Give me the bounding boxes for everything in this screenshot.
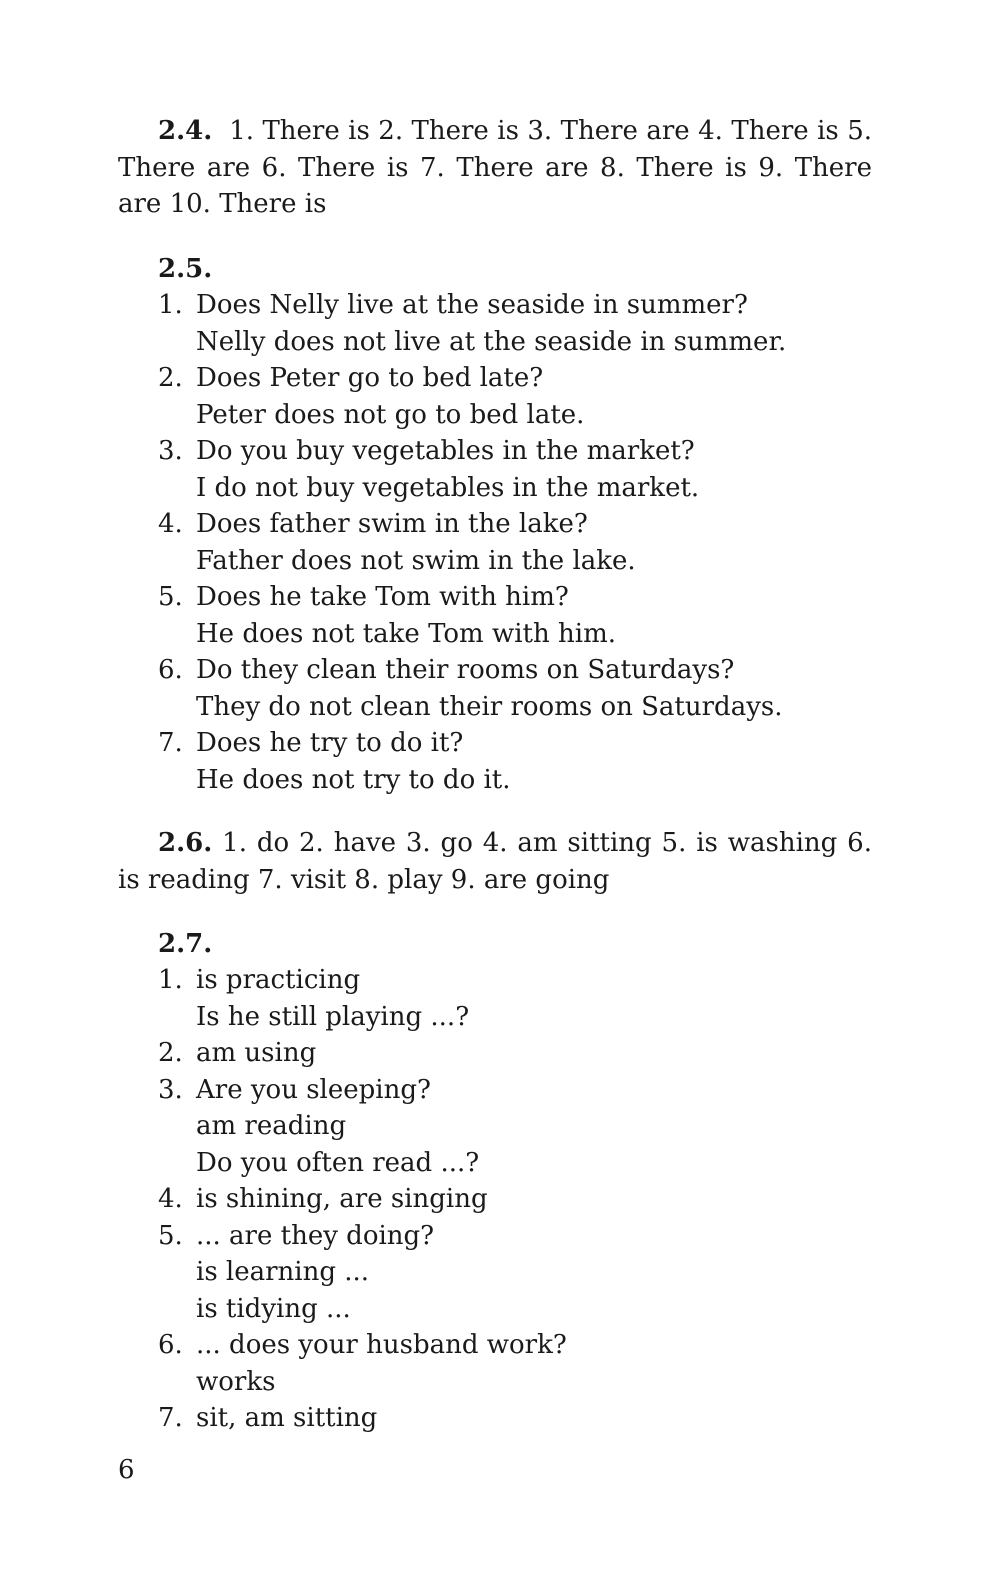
item-line: Father does not swim in the lake. bbox=[196, 545, 636, 576]
section-2-6-text: 1. do 2. have 3. go 4. am sitting 5. is washing 6. is reading 7. visit 8. play 9. are going bbox=[118, 828, 872, 895]
item-line: Does father swim in the lake? bbox=[196, 509, 588, 539]
item-line: is tidying ... bbox=[196, 1293, 351, 1324]
item-line: I do not buy vegetables in the market. bbox=[196, 472, 700, 503]
item-line: Does Nelly live at the seaside in summer? bbox=[196, 290, 748, 320]
list-item bbox=[158, 1327, 567, 1400]
item-line: Do they clean their rooms on Saturdays? bbox=[196, 655, 735, 685]
item-line: Do you buy vegetables in the market? bbox=[196, 436, 695, 466]
section-2-5-label: 2.5. bbox=[158, 254, 213, 284]
item-number: 7. bbox=[158, 1403, 183, 1433]
item-number: 6. bbox=[158, 1330, 183, 1360]
section-2-7-label: 2.7. bbox=[158, 929, 213, 959]
section-2-5-list bbox=[158, 287, 786, 798]
item-line: Do you often read ...? bbox=[196, 1147, 480, 1178]
list-item bbox=[158, 962, 567, 1035]
item-number: 2. bbox=[158, 363, 183, 393]
section-2-7-list bbox=[158, 962, 567, 1437]
item-number: 3. bbox=[158, 436, 183, 466]
item-line: Peter does not go to bed late. bbox=[196, 399, 585, 430]
list-item bbox=[158, 1218, 567, 1328]
item-line: is practicing bbox=[196, 965, 361, 995]
item-line: Are you sleeping? bbox=[196, 1074, 431, 1105]
item-number: 1. bbox=[158, 965, 183, 995]
section-2-4-text: 1. There is 2. There is 3. There are 4. There is 5. There are 6. There is 7. There are 8. There is 9. There are 10. There is bbox=[118, 116, 872, 219]
item-line: Does Peter go to bed late? bbox=[196, 363, 544, 393]
list-item bbox=[158, 579, 786, 652]
item-line: They do not clean their rooms on Saturdays. bbox=[196, 691, 783, 722]
list-item bbox=[158, 1181, 567, 1218]
item-number: 5. bbox=[158, 582, 183, 612]
item-line: ... does your husband work? bbox=[196, 1330, 567, 1360]
item-number: 3. bbox=[158, 1074, 183, 1105]
item-line: Nelly does not live at the seaside in summer. bbox=[196, 326, 787, 357]
item-number: 7. bbox=[158, 728, 183, 758]
list-item bbox=[158, 287, 786, 360]
item-line: sit, am sitting bbox=[196, 1403, 378, 1433]
item-line: am using bbox=[196, 1038, 317, 1068]
page-number: 6 bbox=[118, 1455, 135, 1485]
item-line: is shining, are singing bbox=[196, 1184, 488, 1214]
list-item bbox=[158, 506, 786, 579]
list-item bbox=[158, 652, 786, 725]
item-number: 1. bbox=[158, 290, 183, 320]
section-2-4-label: 2.4. bbox=[158, 116, 213, 146]
list-item bbox=[158, 725, 786, 798]
item-line: He does not take Tom with him. bbox=[196, 618, 616, 649]
item-number: 4. bbox=[158, 1184, 183, 1214]
section-2-6-label: 2.6. bbox=[158, 828, 213, 858]
list-item bbox=[158, 1400, 567, 1437]
item-line: ... are they doing? bbox=[196, 1220, 435, 1251]
item-line: am reading bbox=[196, 1111, 347, 1141]
list-item bbox=[158, 1072, 567, 1182]
item-line: Does he take Tom with him? bbox=[196, 582, 569, 612]
item-number: 6. bbox=[158, 655, 183, 685]
item-line: works bbox=[196, 1366, 276, 1397]
list-item bbox=[158, 360, 786, 433]
item-number: 5. bbox=[158, 1220, 183, 1251]
item-line: is learning ... bbox=[196, 1257, 370, 1287]
section-2-6 bbox=[118, 825, 872, 898]
item-line: He does not try to do it. bbox=[196, 764, 511, 795]
item-line: Does he try to do it? bbox=[196, 728, 464, 758]
list-item bbox=[158, 1035, 567, 1072]
list-item bbox=[158, 433, 786, 506]
item-number: 4. bbox=[158, 509, 183, 539]
item-line: Is he still playing ...? bbox=[196, 1001, 470, 1032]
item-number: 2. bbox=[158, 1038, 183, 1068]
section-2-4 bbox=[118, 113, 872, 223]
